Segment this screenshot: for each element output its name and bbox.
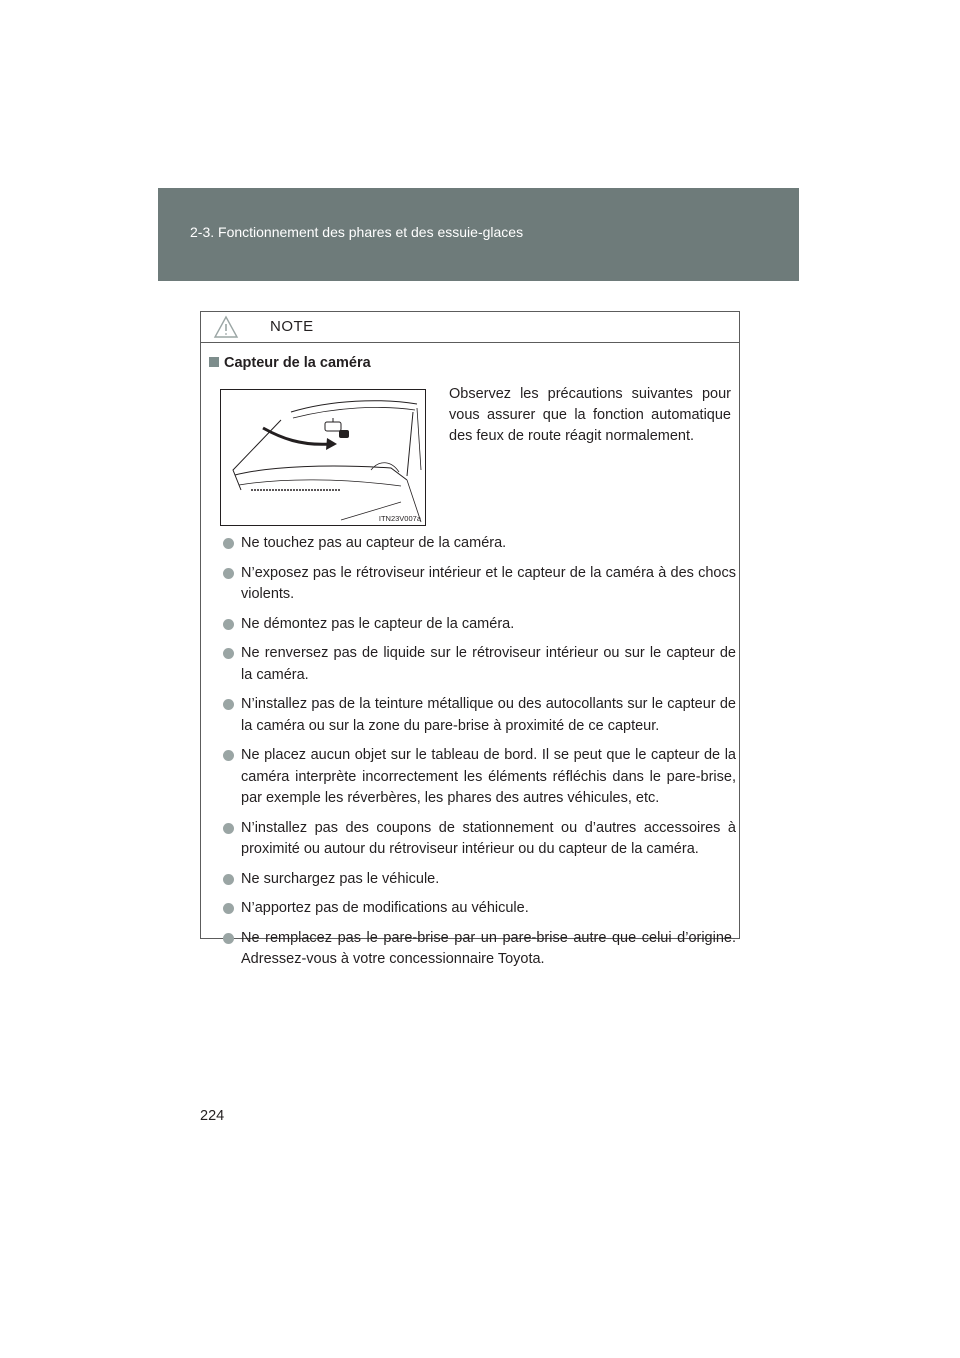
page-number: 224 bbox=[200, 1108, 225, 1124]
list-item: Ne surchargez pas le véhicule. bbox=[221, 869, 736, 891]
chapter-header bbox=[158, 188, 799, 281]
camera-sensor-illustration bbox=[220, 389, 426, 526]
note-box bbox=[200, 311, 740, 967]
note-label: NOTE bbox=[270, 318, 314, 335]
list-item: N’apportez pas de modifications au véhicule. bbox=[221, 898, 736, 920]
list-item: Ne démontez pas le capteur de la caméra. bbox=[221, 614, 736, 636]
list-item: N’installez pas des coupons de stationnement ou d’autres accessoires à proximité ou autour du rétroviseur intérieur ou du capteur de la caméra. bbox=[221, 818, 736, 861]
list-item: Ne placez aucun objet sur le tableau de bord. Il se peut que le capteur de la caméra interprète incorrectement les éléments réfléchis dans le pare-brise, par exemple les réverbères, les phares des autres véhicules, etc. bbox=[221, 745, 736, 810]
list-item: Ne touchez pas au capteur de la caméra. bbox=[221, 533, 736, 555]
list-item: Ne remplacez pas le pare-brise par un pare-brise autre que celui d’origine. Adressez-vous à votre concessionnaire Toyota. bbox=[221, 928, 736, 971]
list-item: N’installez pas de la teinture métallique ou des autocollants sur le capteur de la caméra ou sur la zone du pare-brise à proximité de ce capteur. bbox=[221, 694, 736, 737]
intro-paragraph: Observez les précautions suivantes pour vous assurer que la fonction automatique des feux de route réagit normalement. bbox=[449, 386, 731, 444]
chapter-title: 2-3. Fonctionnement des phares et des essuie-glaces bbox=[190, 224, 524, 240]
section-heading-text: Capteur de la caméra bbox=[224, 355, 371, 371]
figure-code: ITN23V007a bbox=[378, 514, 421, 523]
list-item: N’exposez pas le rétroviseur intérieur et le capteur de la caméra à des chocs violents. bbox=[221, 563, 736, 606]
square-bullet-icon bbox=[209, 357, 219, 367]
warning-triangle-icon bbox=[213, 315, 239, 339]
section-heading bbox=[209, 355, 371, 371]
list-item: Ne renversez pas de liquide sur le rétroviseur intérieur ou sur le capteur de la caméra. bbox=[221, 643, 736, 686]
note-header bbox=[201, 312, 739, 343]
windshield-drawing bbox=[221, 390, 425, 525]
precaution-list bbox=[221, 533, 736, 979]
